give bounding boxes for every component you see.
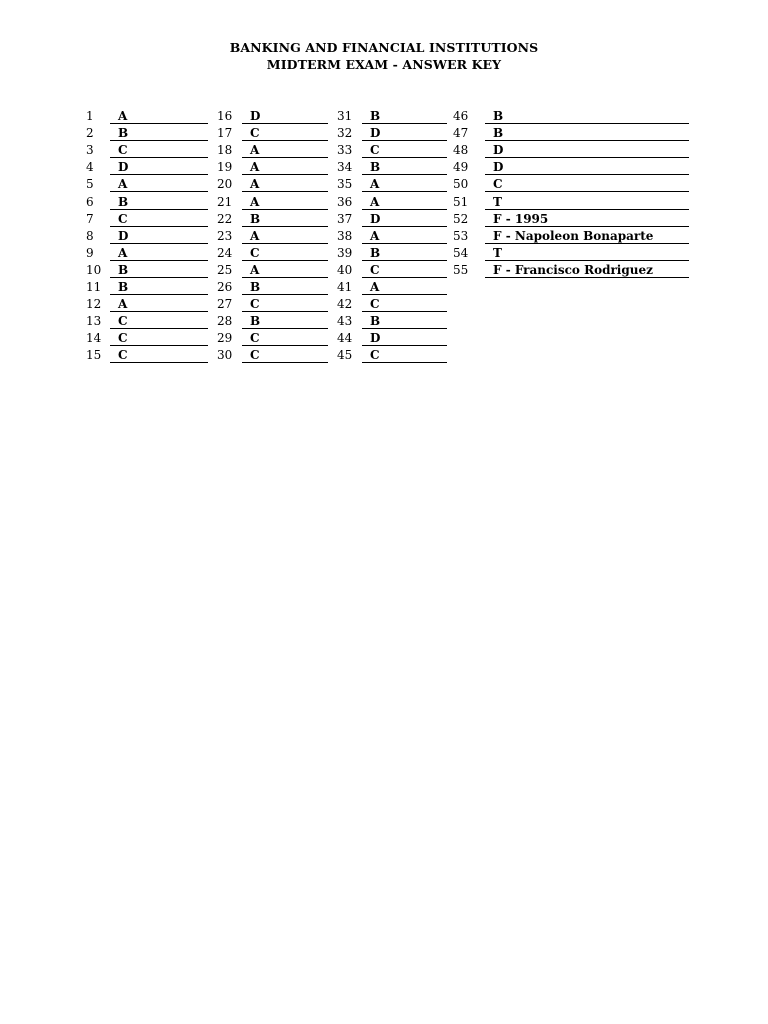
answer-value: C: [362, 348, 447, 363]
question-number: 44: [337, 331, 353, 346]
question-number: 4: [86, 160, 94, 175]
question-number: 11: [86, 280, 102, 295]
question-number: 40: [337, 262, 353, 277]
question-number: 13: [86, 314, 102, 329]
document-title: BANKING AND FINANCIAL INSTITUTIONS: [229, 40, 539, 55]
question-number: 18: [217, 143, 233, 158]
question-number: 55: [453, 262, 469, 277]
answer-value: C: [110, 212, 208, 227]
answer-value: A: [362, 229, 447, 244]
answer-value: A: [110, 246, 208, 261]
answer-value: C: [242, 297, 328, 312]
answer-value: A: [242, 143, 328, 158]
question-number: 2: [86, 126, 94, 141]
question-number: 24: [217, 245, 233, 260]
answer-value: C: [485, 177, 689, 192]
answer-value: B: [362, 160, 447, 175]
answer-value: B: [485, 126, 689, 141]
question-number: 47: [453, 126, 469, 141]
answer-value: B: [110, 126, 208, 141]
question-number: 19: [217, 160, 233, 175]
answer-value: A: [242, 195, 328, 210]
question-number: 8: [86, 228, 94, 243]
question-number: 17: [217, 126, 233, 141]
answer-value: B: [362, 314, 447, 329]
question-number: 27: [217, 297, 233, 312]
question-number: 6: [86, 194, 94, 209]
question-number: 28: [217, 314, 233, 329]
answer-value: C: [362, 263, 447, 278]
answer-value: B: [362, 109, 447, 124]
answer-value: A: [110, 109, 208, 124]
question-number: 42: [337, 297, 353, 312]
answer-value: A: [242, 177, 328, 192]
question-number: 15: [86, 348, 102, 363]
question-number: 32: [337, 126, 353, 141]
answer-value: C: [242, 126, 328, 141]
question-number: 20: [217, 177, 233, 192]
question-number: 38: [337, 228, 353, 243]
answer-value: A: [242, 160, 328, 175]
question-number: 16: [217, 109, 233, 124]
answer-value: T: [485, 246, 689, 261]
question-number: 26: [217, 280, 233, 295]
answer-value: C: [110, 314, 208, 329]
question-number: 35: [337, 177, 353, 192]
answer-value: A: [362, 280, 447, 295]
answer-value: D: [362, 331, 447, 346]
question-number: 33: [337, 143, 353, 158]
question-number: 39: [337, 245, 353, 260]
answer-value: A: [362, 177, 447, 192]
question-number: 25: [217, 262, 233, 277]
question-number: 3: [86, 143, 94, 158]
answer-value: D: [110, 160, 208, 175]
question-number: 45: [337, 348, 353, 363]
question-number: 7: [86, 211, 94, 226]
question-number: 51: [453, 194, 469, 209]
question-number: 50: [453, 177, 469, 192]
answer-value: D: [362, 212, 447, 227]
answer-value: B: [110, 280, 208, 295]
answer-value: A: [242, 229, 328, 244]
question-number: 9: [86, 245, 94, 260]
answer-value: A: [110, 177, 208, 192]
question-number: 48: [453, 143, 469, 158]
answer-value: D: [485, 143, 689, 158]
question-number: 10: [86, 262, 102, 277]
question-number: 53: [453, 228, 469, 243]
question-number: 36: [337, 194, 353, 209]
answer-value: D: [485, 160, 689, 175]
answer-value: B: [110, 195, 208, 210]
answer-value: F - Francisco Rodriguez: [485, 263, 689, 278]
question-number: 5: [86, 177, 94, 192]
answer-value: F - Napoleon Bonaparte: [485, 229, 689, 244]
question-number: 29: [217, 331, 233, 346]
answer-value: F - 1995: [485, 212, 689, 227]
answer-value: C: [242, 331, 328, 346]
document-subtitle: MIDTERM EXAM - ANSWER KEY: [266, 57, 502, 72]
answer-value: T: [485, 195, 689, 210]
answer-value: D: [110, 229, 208, 244]
answer-value: B: [242, 314, 328, 329]
question-number: 52: [453, 211, 469, 226]
answer-value: A: [110, 297, 208, 312]
answer-value: D: [362, 126, 447, 141]
question-number: 41: [337, 280, 353, 295]
answer-value: C: [110, 143, 208, 158]
question-number: 46: [453, 109, 469, 124]
answer-value: B: [242, 212, 328, 227]
question-number: 49: [453, 160, 469, 175]
answer-value: A: [242, 263, 328, 278]
question-number: 1: [86, 109, 94, 124]
question-number: 21: [217, 194, 233, 209]
answer-value: D: [242, 109, 328, 124]
answer-value: C: [242, 246, 328, 261]
question-number: 12: [86, 297, 102, 312]
question-number: 23: [217, 228, 233, 243]
question-number: 14: [86, 331, 102, 346]
question-number: 30: [217, 348, 233, 363]
question-number: 43: [337, 314, 353, 329]
question-number: 31: [337, 109, 353, 124]
answer-value: A: [362, 195, 447, 210]
question-number: 34: [337, 160, 353, 175]
answer-value: B: [362, 246, 447, 261]
question-number: 54: [453, 245, 469, 260]
answer-value: C: [110, 348, 208, 363]
answer-value: C: [110, 331, 208, 346]
question-number: 22: [217, 211, 233, 226]
question-number: 37: [337, 211, 353, 226]
answer-value: B: [485, 109, 689, 124]
answer-value: B: [110, 263, 208, 278]
answer-value: C: [242, 348, 328, 363]
answer-value: C: [362, 143, 447, 158]
answer-value: B: [242, 280, 328, 295]
answer-value: C: [362, 297, 447, 312]
